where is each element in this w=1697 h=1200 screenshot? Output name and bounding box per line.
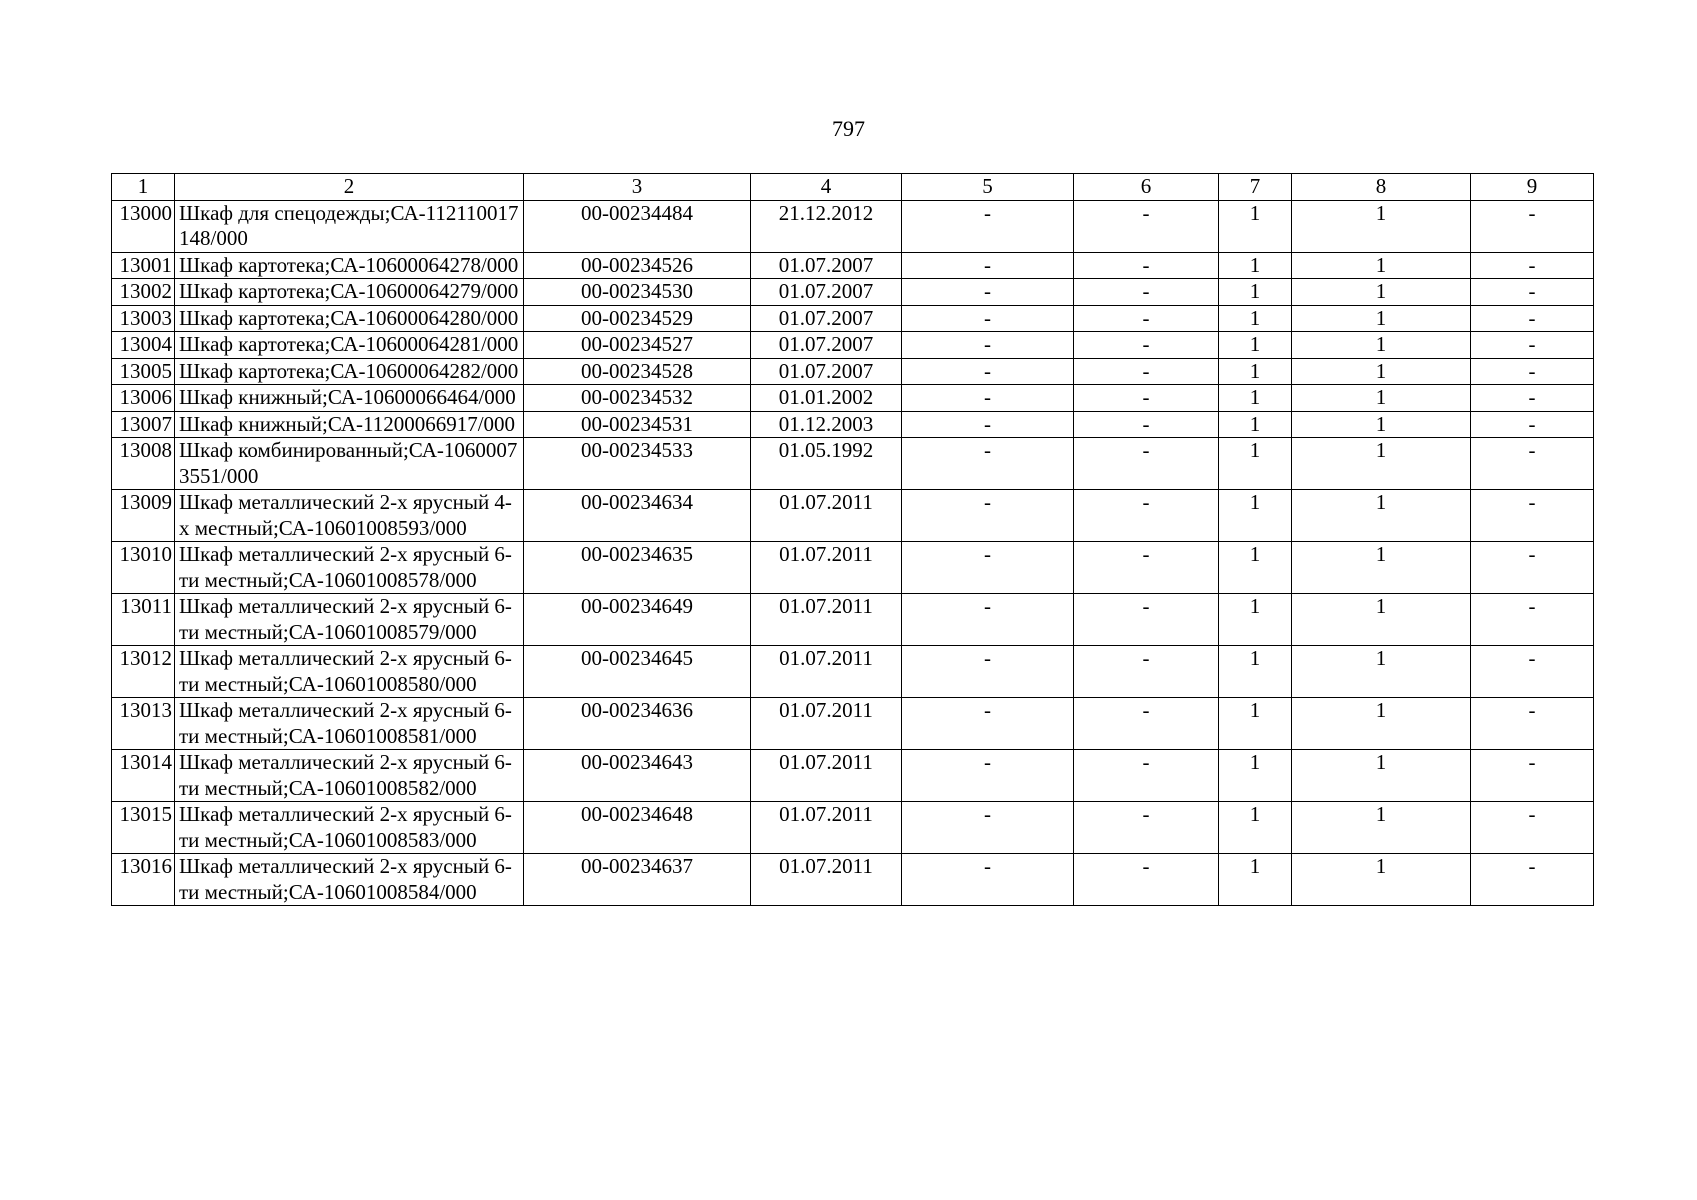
- table-row: [112, 802, 1594, 854]
- table-row: [112, 411, 1594, 438]
- inventory-number: 00-00234529: [524, 305, 751, 332]
- table-row: [112, 490, 1594, 542]
- column-7-cell: 1: [1219, 411, 1292, 438]
- column-5-cell: -: [902, 854, 1074, 906]
- date-cell: 01.07.2011: [751, 542, 902, 594]
- column-6-cell: -: [1074, 385, 1219, 412]
- column-6-cell: -: [1074, 358, 1219, 385]
- item-name: Шкаф книжный;СА-11200066917/000: [175, 411, 524, 438]
- column-6-cell: -: [1074, 200, 1219, 252]
- row-number: 13009: [112, 490, 175, 542]
- row-number: 13014: [112, 750, 175, 802]
- column-5-cell: -: [902, 542, 1074, 594]
- column-7-cell: 1: [1219, 750, 1292, 802]
- item-name: Шкаф металлический 2-х ярусный 6-ти местный;СА-10601008583/000: [175, 802, 524, 854]
- column-8-cell: 1: [1292, 385, 1471, 412]
- column-9-cell: -: [1471, 200, 1594, 252]
- column-header: 5: [902, 174, 1074, 201]
- date-cell: 01.12.2003: [751, 411, 902, 438]
- column-5-cell: -: [902, 438, 1074, 490]
- column-8-cell: 1: [1292, 332, 1471, 359]
- row-number: 13001: [112, 252, 175, 279]
- inventory-number: 00-00234526: [524, 252, 751, 279]
- row-number: 13003: [112, 305, 175, 332]
- column-header: 2: [175, 174, 524, 201]
- table-row: [112, 385, 1594, 412]
- date-cell: 01.07.2011: [751, 802, 902, 854]
- table-row: [112, 646, 1594, 698]
- date-cell: 01.01.2002: [751, 385, 902, 412]
- item-name: Шкаф металлический 2-х ярусный 6-ти местный;СА-10601008579/000: [175, 594, 524, 646]
- item-name: Шкаф картотека;СА-10600064282/000: [175, 358, 524, 385]
- column-6-cell: -: [1074, 252, 1219, 279]
- column-6-cell: -: [1074, 802, 1219, 854]
- date-cell: 01.07.2011: [751, 646, 902, 698]
- column-9-cell: -: [1471, 542, 1594, 594]
- item-name: Шкаф для спецодежды;СА-112110017148/000: [175, 200, 524, 252]
- column-5-cell: -: [902, 411, 1074, 438]
- column-8-cell: 1: [1292, 698, 1471, 750]
- inventory-table: [111, 173, 1594, 906]
- inventory-number: 00-00234634: [524, 490, 751, 542]
- column-9-cell: -: [1471, 594, 1594, 646]
- column-5-cell: -: [902, 698, 1074, 750]
- column-7-cell: 1: [1219, 385, 1292, 412]
- table-row: [112, 279, 1594, 306]
- column-5-cell: -: [902, 279, 1074, 306]
- column-5-cell: -: [902, 802, 1074, 854]
- column-5-cell: -: [902, 594, 1074, 646]
- row-number: 13002: [112, 279, 175, 306]
- item-name: Шкаф металлический 2-х ярусный 6-ти местный;СА-10601008582/000: [175, 750, 524, 802]
- column-7-cell: 1: [1219, 438, 1292, 490]
- item-name: Шкаф комбинированный;СА-10600073551/000: [175, 438, 524, 490]
- column-8-cell: 1: [1292, 490, 1471, 542]
- inventory-number: 00-00234530: [524, 279, 751, 306]
- row-number: 13010: [112, 542, 175, 594]
- column-9-cell: -: [1471, 385, 1594, 412]
- column-9-cell: -: [1471, 854, 1594, 906]
- table-row: [112, 854, 1594, 906]
- column-header: 7: [1219, 174, 1292, 201]
- column-7-cell: 1: [1219, 802, 1292, 854]
- column-5-cell: -: [902, 305, 1074, 332]
- row-number: 13004: [112, 332, 175, 359]
- column-5-cell: -: [902, 358, 1074, 385]
- column-6-cell: -: [1074, 750, 1219, 802]
- inventory-number: 00-00234532: [524, 385, 751, 412]
- column-7-cell: 1: [1219, 490, 1292, 542]
- item-name: Шкаф картотека;СА-10600064278/000: [175, 252, 524, 279]
- row-number: 13011: [112, 594, 175, 646]
- column-header: 9: [1471, 174, 1594, 201]
- item-name: Шкаф картотека;СА-10600064281/000: [175, 332, 524, 359]
- inventory-number: 00-00234636: [524, 698, 751, 750]
- column-9-cell: -: [1471, 438, 1594, 490]
- column-header: 6: [1074, 174, 1219, 201]
- column-8-cell: 1: [1292, 200, 1471, 252]
- column-8-cell: 1: [1292, 542, 1471, 594]
- column-6-cell: -: [1074, 594, 1219, 646]
- table-row: [112, 698, 1594, 750]
- column-9-cell: -: [1471, 802, 1594, 854]
- column-9-cell: -: [1471, 279, 1594, 306]
- column-6-cell: -: [1074, 332, 1219, 359]
- row-number: 13016: [112, 854, 175, 906]
- column-7-cell: 1: [1219, 854, 1292, 906]
- table-row: [112, 305, 1594, 332]
- column-7-cell: 1: [1219, 332, 1292, 359]
- date-cell: 01.07.2011: [751, 854, 902, 906]
- column-5-cell: -: [902, 490, 1074, 542]
- column-header: 8: [1292, 174, 1471, 201]
- column-5-cell: -: [902, 646, 1074, 698]
- date-cell: 01.07.2007: [751, 358, 902, 385]
- column-8-cell: 1: [1292, 305, 1471, 332]
- item-name: Шкаф металлический 2-х ярусный 6-ти местный;СА-10601008580/000: [175, 646, 524, 698]
- date-cell: 01.07.2007: [751, 332, 902, 359]
- item-name: Шкаф металлический 2-х ярусный 4-х местный;СА-10601008593/000: [175, 490, 524, 542]
- date-cell: 01.05.1992: [751, 438, 902, 490]
- column-8-cell: 1: [1292, 750, 1471, 802]
- column-7-cell: 1: [1219, 252, 1292, 279]
- column-9-cell: -: [1471, 305, 1594, 332]
- inventory-number: 00-00234648: [524, 802, 751, 854]
- date-cell: 21.12.2012: [751, 200, 902, 252]
- row-number: 13015: [112, 802, 175, 854]
- inventory-number: 00-00234635: [524, 542, 751, 594]
- row-number: 13008: [112, 438, 175, 490]
- column-7-cell: 1: [1219, 646, 1292, 698]
- column-7-cell: 1: [1219, 358, 1292, 385]
- inventory-number: 00-00234637: [524, 854, 751, 906]
- column-9-cell: -: [1471, 358, 1594, 385]
- date-cell: 01.07.2011: [751, 594, 902, 646]
- inventory-number: 00-00234527: [524, 332, 751, 359]
- column-6-cell: -: [1074, 438, 1219, 490]
- table-row: [112, 750, 1594, 802]
- column-7-cell: 1: [1219, 594, 1292, 646]
- column-8-cell: 1: [1292, 594, 1471, 646]
- item-name: Шкаф металлический 2-х ярусный 6-ти местный;СА-10601008581/000: [175, 698, 524, 750]
- table-row: [112, 200, 1594, 252]
- item-name: Шкаф металлический 2-х ярусный 6-ти местный;СА-10601008578/000: [175, 542, 524, 594]
- column-header: 4: [751, 174, 902, 201]
- date-cell: 01.07.2011: [751, 750, 902, 802]
- column-5-cell: -: [902, 750, 1074, 802]
- column-9-cell: -: [1471, 646, 1594, 698]
- inventory-number: 00-00234484: [524, 200, 751, 252]
- column-9-cell: -: [1471, 750, 1594, 802]
- column-6-cell: -: [1074, 698, 1219, 750]
- column-5-cell: -: [902, 252, 1074, 279]
- column-6-cell: -: [1074, 854, 1219, 906]
- column-8-cell: 1: [1292, 854, 1471, 906]
- column-8-cell: 1: [1292, 411, 1471, 438]
- column-5-cell: -: [902, 200, 1074, 252]
- column-5-cell: -: [902, 385, 1074, 412]
- item-name: Шкаф картотека;СА-10600064280/000: [175, 305, 524, 332]
- inventory-number: 00-00234643: [524, 750, 751, 802]
- date-cell: 01.07.2007: [751, 279, 902, 306]
- row-number: 13005: [112, 358, 175, 385]
- column-7-cell: 1: [1219, 305, 1292, 332]
- column-9-cell: -: [1471, 332, 1594, 359]
- column-9-cell: -: [1471, 411, 1594, 438]
- inventory-number: 00-00234528: [524, 358, 751, 385]
- inventory-number: 00-00234533: [524, 438, 751, 490]
- column-header: 3: [524, 174, 751, 201]
- item-name: Шкаф металлический 2-х ярусный 6-ти местный;СА-10601008584/000: [175, 854, 524, 906]
- table-row: [112, 542, 1594, 594]
- date-cell: 01.07.2007: [751, 252, 902, 279]
- table-row: [112, 252, 1594, 279]
- column-8-cell: 1: [1292, 358, 1471, 385]
- column-9-cell: -: [1471, 252, 1594, 279]
- date-cell: 01.07.2011: [751, 698, 902, 750]
- row-number: 13013: [112, 698, 175, 750]
- column-8-cell: 1: [1292, 252, 1471, 279]
- row-number: 13012: [112, 646, 175, 698]
- column-6-cell: -: [1074, 490, 1219, 542]
- column-7-cell: 1: [1219, 542, 1292, 594]
- item-name: Шкаф книжный;СА-10600066464/000: [175, 385, 524, 412]
- column-header: 1: [112, 174, 175, 201]
- column-7-cell: 1: [1219, 200, 1292, 252]
- column-8-cell: 1: [1292, 802, 1471, 854]
- table-row: [112, 594, 1594, 646]
- column-8-cell: 1: [1292, 646, 1471, 698]
- item-name: Шкаф картотека;СА-10600064279/000: [175, 279, 524, 306]
- column-6-cell: -: [1074, 305, 1219, 332]
- column-8-cell: 1: [1292, 438, 1471, 490]
- table-row: [112, 358, 1594, 385]
- column-5-cell: -: [902, 332, 1074, 359]
- inventory-number: 00-00234649: [524, 594, 751, 646]
- header-row: [112, 174, 1594, 201]
- date-cell: 01.07.2007: [751, 305, 902, 332]
- page-number: 797: [832, 116, 865, 141]
- row-number: 13007: [112, 411, 175, 438]
- column-6-cell: -: [1074, 542, 1219, 594]
- column-7-cell: 1: [1219, 698, 1292, 750]
- column-6-cell: -: [1074, 411, 1219, 438]
- column-8-cell: 1: [1292, 279, 1471, 306]
- column-9-cell: -: [1471, 490, 1594, 542]
- inventory-number: 00-00234645: [524, 646, 751, 698]
- column-6-cell: -: [1074, 646, 1219, 698]
- inventory-number: 00-00234531: [524, 411, 751, 438]
- column-9-cell: -: [1471, 698, 1594, 750]
- column-6-cell: -: [1074, 279, 1219, 306]
- table-row: [112, 438, 1594, 490]
- row-number: 13000: [112, 200, 175, 252]
- table-row: [112, 332, 1594, 359]
- row-number: 13006: [112, 385, 175, 412]
- date-cell: 01.07.2011: [751, 490, 902, 542]
- column-7-cell: 1: [1219, 279, 1292, 306]
